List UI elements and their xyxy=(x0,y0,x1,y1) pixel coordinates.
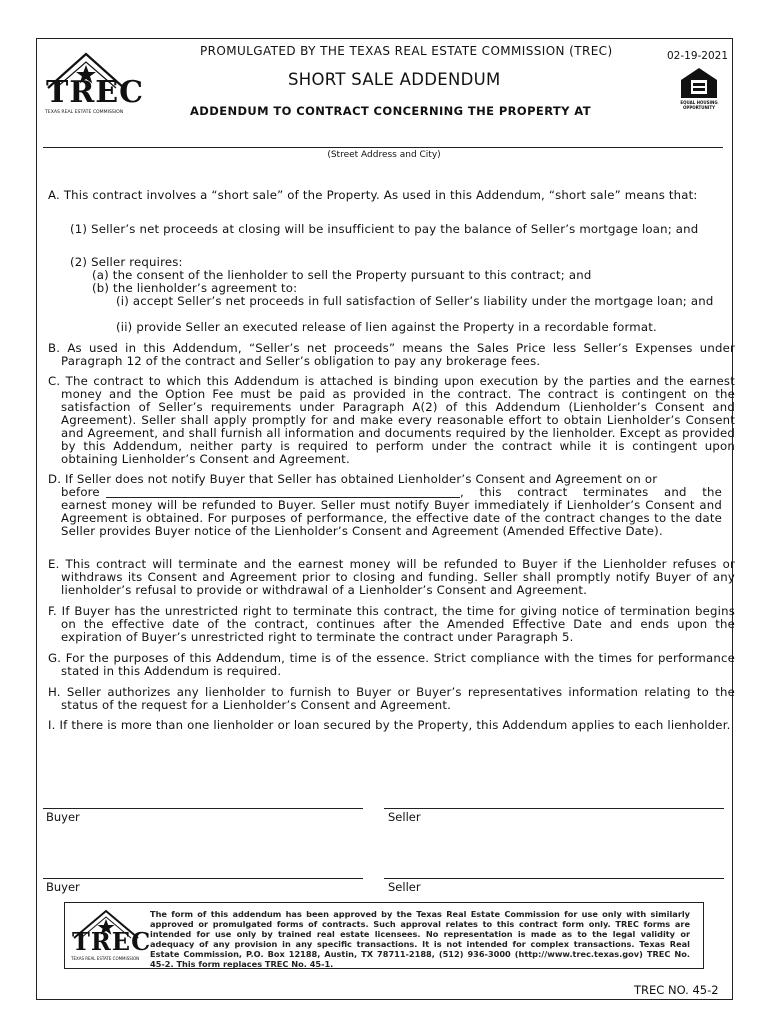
paragraph-d-rest: earnest money will be refunded to Buyer. Seller must notify Buyer immediately if Lienholder’s Consent and Agreement is obtained. For purposes of performance, the effective date of the contract changes to the date Seller provides Buyer notice of the Lienholder’s Consent and Agreement (Amended Effective Date). xyxy=(61,498,722,538)
paragraph-a2a: (a) the consent of the lienholder to sell the Property pursuant to this contract; and xyxy=(92,268,592,282)
paragraph-a2b-i: (i) accept Seller’s net proceeds in full satisfaction of Seller’s liability under the mortgage loan; and xyxy=(116,294,714,308)
paragraph-a1: (1) Seller’s net proceeds at closing will be insufficient to pay the balance of Seller’s mortgage loan; and xyxy=(70,222,699,236)
paragraph-a-intro: A. This contract involves a “short sale” of the Property. As used in this Addendum, “short sale” means that: xyxy=(48,188,698,202)
paragraph-g: G. For the purposes of this Addendum, time is of the essence. Strict compliance with the times for performance stated in this Addendum is required. xyxy=(48,651,735,678)
street-address-field[interactable] xyxy=(43,147,723,148)
paragraph-a2: (2) Seller requires: xyxy=(70,255,183,269)
page-title: SHORT SALE ADDENDUM xyxy=(288,70,501,89)
trec-logo xyxy=(44,48,144,120)
paragraph-d-before: before xyxy=(61,485,100,499)
buyer-label-1: Buyer xyxy=(46,810,80,824)
buyer-signature-line-2[interactable] xyxy=(43,878,363,879)
paragraph-a2b-ii: (ii) provide Seller an executed release of lien against the Property in a recordable format. xyxy=(116,320,657,334)
paragraph-i: I. If there is more than one lienholder or loan secured by the Property, this Addendum applies to each lienholder. xyxy=(48,718,731,732)
equal-housing-icon xyxy=(675,66,723,100)
paragraph-e: E. This contract will terminate and the earnest money will be refunded to Buyer if the Lienholder refuses or withdraws its Consent and Agreement prior to closing and funding. Seller shall promptly notify Buyer of any lienholder’s refusal to provide or withdrawal of a Lienholder’s Consent and Agreement. xyxy=(48,557,735,597)
page-subtitle: ADDENDUM TO CONTRACT CONCERNING THE PROPERTY AT xyxy=(190,104,591,118)
footer-logo-subtext: TEXAS REAL ESTATE COMMISSION xyxy=(71,956,140,961)
paragraph-d-line1: D. If Seller does not notify Buyer that Seller has obtained Lienholder’s Consent and Agreement on or xyxy=(48,472,658,486)
paragraph-a2b: (b) the lienholder’s agreement to: xyxy=(92,281,298,295)
seller-signature-line-2[interactable] xyxy=(384,878,724,879)
footer-disclaimer: The form of this addendum has been approved by the Texas Real Estate Commission for use only with similarly approved or promulgated forms of contracts. Such approval relates to this contract form only. TREC forms are intended for use only by trained real estate licensees. No representation is made as to the legal validity or adequacy of any provision in any specific transactions. It is not intended for complex transactions. Texas Real Estate Commission, P.O. Box 12188, Austin, TX 78711-2188, (512) 936-3000 (http://www.trec.texas.gov) TREC No. 45-2. This form replaces TREC No. 45-1. xyxy=(150,909,690,969)
paragraph-c: C. The contract to which this Addendum is attached is binding upon execution by the parties and the earnest money and the Option Fee must be paid as provided in the contract. The contract is contingent on the satisfaction of Seller’s requirements under Paragraph A(2) of this Addendum (Lienholder’s Consent and Agreement). Seller shall apply promptly for and make every reasonable effort to obtain Lienholder’s Consent and Agreement, and shall furnish all information and documents required by the lienholder. Except as provided by this Addendum, neither party is required to perform under the contract while it is contingent upon obtaining Lienholder’s Consent and Agreement. xyxy=(48,374,735,466)
logo-subtext: TEXAS REAL ESTATE COMMISSION xyxy=(45,110,124,115)
equal-housing-logo xyxy=(675,66,723,112)
paragraph-f: F. If Buyer has the unrestricted right to terminate this contract, the time for giving notice of termination begins on the effective date of the contract, continues after the Amended Effective Date and ends upon the expiration of Buyer’s unrestricted right to terminate the contract under Paragraph 5. xyxy=(48,604,735,644)
paragraph-b: B. As used in this Addendum, “Seller’s net proceeds” means the Sales Price less Seller’s Expenses under Paragraph 12 of the contract and Seller’s obligation to pay any brokerage fees. xyxy=(48,341,735,368)
equal-housing-text: EQUAL HOUSING OPPORTUNITY xyxy=(680,100,718,110)
paragraph-d-after-blank: , this contract terminates and the xyxy=(460,485,722,499)
footer-logo-text: TREC xyxy=(72,927,152,956)
form-date: 02-19-2021 xyxy=(667,50,729,62)
street-address-caption: (Street Address and City) xyxy=(327,150,441,160)
seller-signature-line-1[interactable] xyxy=(384,808,724,809)
seller-label-2: Seller xyxy=(388,880,421,894)
buyer-label-2: Buyer xyxy=(46,880,80,894)
paragraph-h: H. Seller authorizes any lienholder to furnish to Buyer or Buyer’s representatives information relating to the status of the request for a Lienholder’s Consent and Agreement. xyxy=(48,685,735,712)
buyer-signature-line-1[interactable] xyxy=(43,808,363,809)
form-number: TREC NO. 45-2 xyxy=(634,983,719,997)
logo-text: TREC xyxy=(46,75,144,110)
seller-label-1: Seller xyxy=(388,810,421,824)
promulgated-text: PROMULGATED BY THE TEXAS REAL ESTATE COMMISSION (TREC) xyxy=(200,44,613,58)
footer-trec-logo xyxy=(70,906,152,966)
